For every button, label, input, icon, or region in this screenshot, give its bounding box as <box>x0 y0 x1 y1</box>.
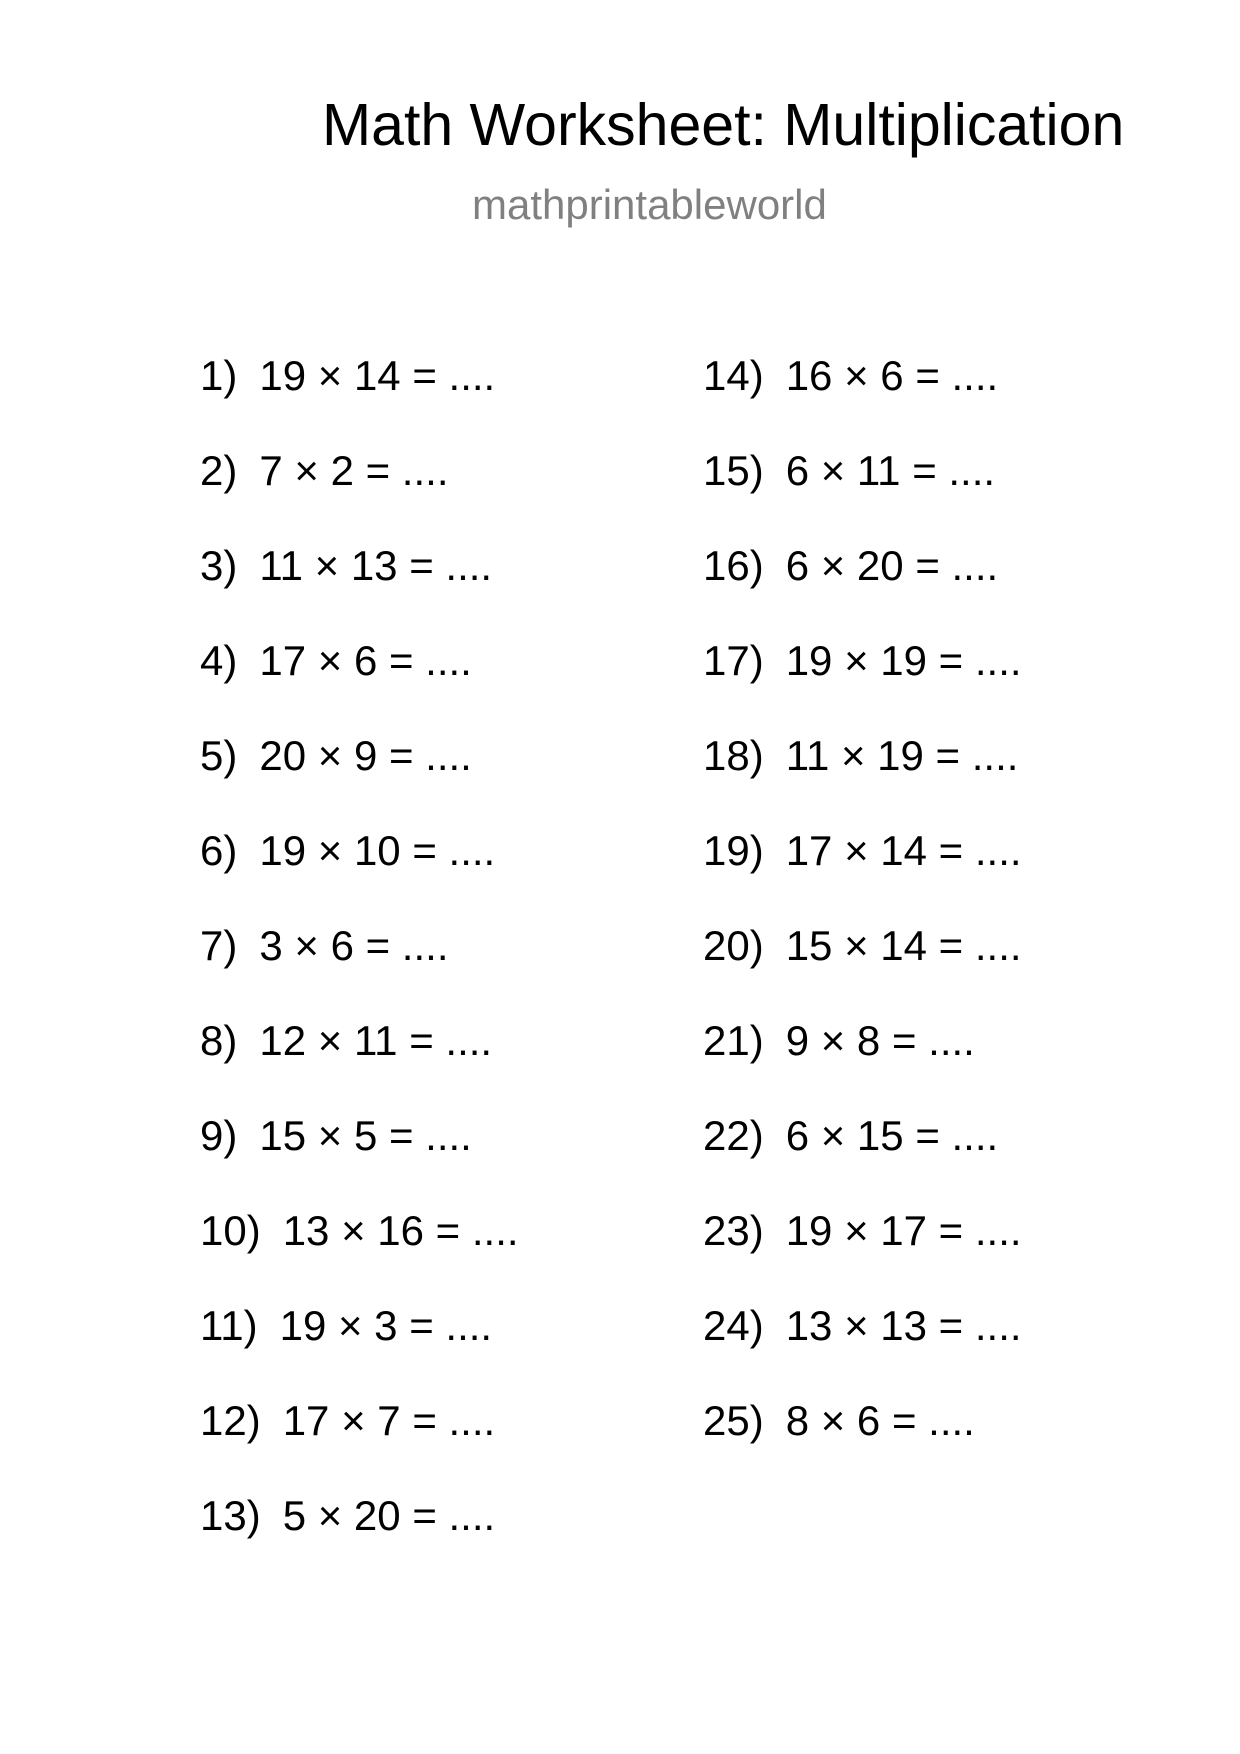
problem-item <box>200 1397 519 1495</box>
problem-number: 25) <box>703 1397 764 1444</box>
problem-expression: 13 × 16 = .... <box>282 1207 519 1254</box>
problem-number: 23) <box>703 1207 764 1254</box>
problem-item <box>200 827 519 925</box>
problem-item <box>200 352 519 450</box>
problem-number: 19) <box>703 827 764 874</box>
problem-number: 21) <box>703 1017 764 1064</box>
problem-item <box>200 637 519 735</box>
problem-expression: 12 × 11 = .... <box>259 1017 493 1064</box>
page-title: Math Worksheet: Multiplication <box>322 92 1125 158</box>
problem-number: 10) <box>200 1207 261 1254</box>
problem-expression: 20 × 9 = .... <box>259 732 472 779</box>
problem-item <box>703 447 1022 545</box>
problem-expression: 9 × 8 = .... <box>785 1017 975 1064</box>
problem-expression: 5 × 20 = .... <box>282 1492 496 1539</box>
problem-item <box>200 732 519 830</box>
problem-number: 16) <box>703 542 764 589</box>
problem-number: 12) <box>200 1397 261 1444</box>
problems-column-left <box>200 352 519 1590</box>
problem-number: 4) <box>200 637 238 684</box>
problem-number: 18) <box>703 732 764 779</box>
problem-item <box>703 352 1022 450</box>
problem-expression: 19 × 17 = .... <box>785 1207 1022 1254</box>
problem-expression: 15 × 14 = .... <box>785 922 1022 969</box>
problem-expression: 15 × 5 = .... <box>259 1112 472 1159</box>
problem-number: 14) <box>703 352 764 399</box>
page-subtitle: mathprintableworld <box>472 181 827 228</box>
problem-item <box>703 1397 1022 1495</box>
problem-item <box>703 542 1022 640</box>
problem-expression: 17 × 14 = .... <box>785 827 1022 874</box>
problem-number: 13) <box>200 1492 261 1539</box>
problem-expression: 8 × 6 = .... <box>785 1397 975 1444</box>
problem-number: 1) <box>200 352 238 399</box>
problem-number: 3) <box>200 542 238 589</box>
problem-expression: 11 × 19 = .... <box>785 732 1019 779</box>
problem-number: 9) <box>200 1112 238 1159</box>
problem-expression: 6 × 15 = .... <box>785 1112 999 1159</box>
problem-number: 17) <box>703 637 764 684</box>
problem-item <box>200 542 519 640</box>
problem-item <box>703 1302 1022 1400</box>
problem-item <box>703 1112 1022 1210</box>
problem-expression: 17 × 7 = .... <box>282 1397 496 1444</box>
problem-item <box>703 1207 1022 1305</box>
problem-item <box>200 922 519 1020</box>
problem-expression: 11 × 13 = .... <box>259 542 493 589</box>
problem-expression: 6 × 20 = .... <box>785 542 999 589</box>
problem-item <box>200 1207 519 1305</box>
problem-item <box>703 827 1022 925</box>
problem-expression: 7 × 2 = .... <box>259 447 449 494</box>
problem-number: 5) <box>200 732 238 779</box>
problem-item <box>200 1302 519 1400</box>
problem-item <box>200 1112 519 1210</box>
problem-number: 20) <box>703 922 764 969</box>
problem-number: 11) <box>200 1302 258 1349</box>
problem-number: 8) <box>200 1017 238 1064</box>
problem-expression: 6 × 11 = .... <box>785 447 996 494</box>
problem-number: 24) <box>703 1302 764 1349</box>
problem-item <box>703 637 1022 735</box>
problem-item <box>200 1492 519 1590</box>
problem-item <box>200 447 519 545</box>
problem-item <box>703 922 1022 1020</box>
problem-expression: 13 × 13 = .... <box>785 1302 1022 1349</box>
problem-item <box>703 1017 1022 1115</box>
problem-number: 2) <box>200 447 238 494</box>
problem-number: 22) <box>703 1112 764 1159</box>
problem-expression: 19 × 10 = .... <box>259 827 496 874</box>
problem-item <box>703 732 1022 830</box>
problem-expression: 3 × 6 = .... <box>259 922 449 969</box>
problem-number: 7) <box>200 922 238 969</box>
problem-expression: 19 × 14 = .... <box>259 352 496 399</box>
problems-column-right <box>703 352 1022 1495</box>
problem-expression: 19 × 19 = .... <box>785 637 1022 684</box>
problem-number: 6) <box>200 827 238 874</box>
problem-item <box>200 1017 519 1115</box>
problem-expression: 19 × 3 = .... <box>279 1302 493 1349</box>
problem-expression: 17 × 6 = .... <box>259 637 472 684</box>
problem-number: 15) <box>703 447 764 494</box>
problem-expression: 16 × 6 = .... <box>785 352 999 399</box>
